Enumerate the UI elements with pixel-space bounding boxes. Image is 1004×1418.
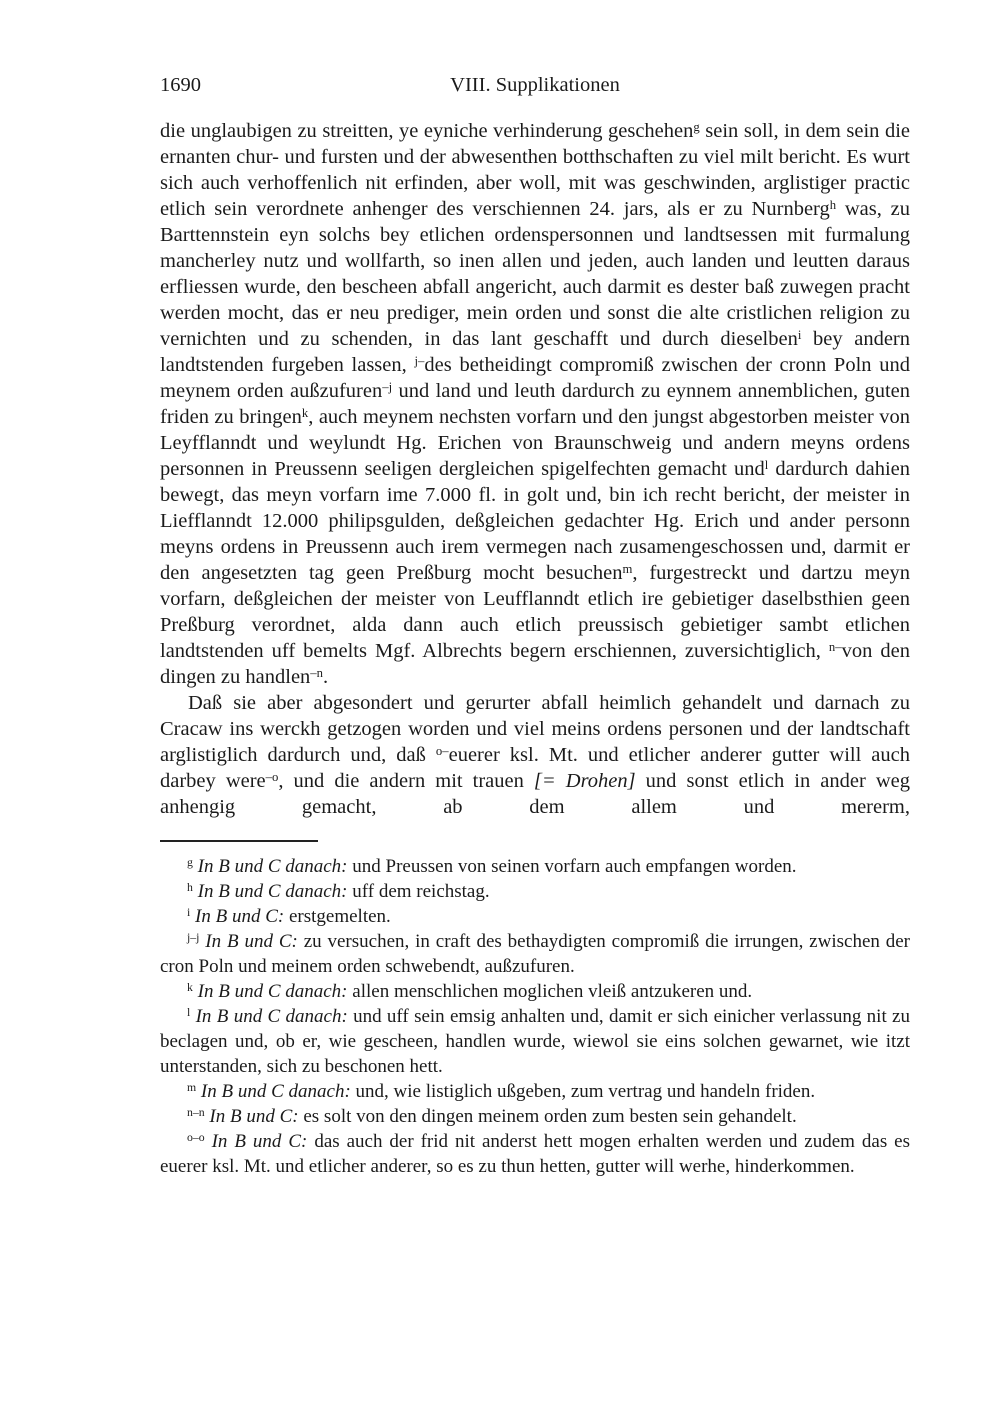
footnote-source-label: In B und C: (199, 931, 304, 952)
note-marker: n– (828, 639, 842, 654)
footnote-marker: o–o (187, 1131, 205, 1145)
body-text (160, 118, 910, 820)
footnote-marker: n–n (187, 1106, 205, 1120)
footnotes-list (160, 854, 910, 1179)
footnote-marker: h (187, 881, 193, 895)
text-segment: , und die andern mit trauen (278, 770, 534, 792)
text-segment: von den dingen zu handlen (160, 640, 910, 688)
note-marker: m (622, 561, 633, 576)
text-segment: euerer ksl. Mt. und etlicher anderer gutter will auch darbey were (160, 744, 910, 792)
footnote-marker: j–j (187, 931, 200, 945)
footnote-source-label: In B und C danach: (192, 981, 353, 1002)
note-marker: g (693, 119, 700, 134)
note-marker: –o (265, 769, 279, 784)
page-number: 1690 (160, 74, 201, 96)
text-segment: , auch meynem nechsten vorfarn und den jungst abgestorben meister von Leyfflanndt und weylundt Hg. Erichen von Braunschweig und andern meyns ordens personnen in Preussenn seeligen dergleichen spigelfechten gemacht und (160, 406, 910, 480)
footnote-item (160, 904, 910, 929)
text-segment: sein soll, in dem sein die ernanten chur- und fursten und der abwesenthen botthschaften zu viel milt bericht. Es wurt sich auch verhoffenlich nit erfinden, aber woll, mit was geschwinden, arglistiger practic etlich sein verordnete anhenger des verschiennen 24. jars, als er zu Nurnberg (160, 120, 910, 220)
body-paragraph (160, 118, 910, 690)
editorial-note: [= Drohen] (533, 770, 636, 792)
text-segment: , furgestreckt und dartzu meyn vorfarn, deßgleichen der meister von Leufflanndt etlich ire gebietiger daselbsthien geen Preßburg verordnet, alda dann auch etlich preussisch gebietiger sambt etlichen landtstenden uff bemelts Mgf. Albrechts begern erschiennen, zuversichtiglich, (160, 562, 910, 662)
footnote-separator (160, 840, 318, 842)
footnote-text: das auch der frid nit anderst hett mogen erhalten werden und zudem das es euerer ksl. Mt. und etlicher anderer, so es zu thun hetten, gutter will werhe, hinderkommen. (160, 1131, 910, 1177)
footnote-item (160, 1004, 910, 1079)
footnote-item (160, 929, 910, 979)
note-marker: –j (382, 379, 393, 394)
footnote-source-label: In B und C danach: (192, 856, 353, 877)
text-segment: bey andern landtstenden furgeben lassen, (160, 328, 910, 376)
footnote-source-label: In B und C danach: (190, 1006, 354, 1027)
note-marker: i (797, 327, 802, 342)
note-marker: l (764, 457, 769, 472)
note-marker: h (829, 197, 837, 212)
running-head: VIII. Supplikationen (450, 74, 620, 96)
note-marker: k (301, 405, 309, 420)
footnote-item (160, 1079, 910, 1104)
text-segment: was, zu Barttennstein eyn solchs bey etlichen ordenspersonnen und landtsessen mit furmalung mancherley nutz und wollfarth, so inen allen und jeden, auch landen und leutten daraus erfliessen wurde, den bescheen abfall angericht, auch darmit es dester baß zuwegen pracht werden mocht, das er neu prediger, mein orden und sonst die alte cristlichen religion zu vernichten und zu schenden, in das lant geschafft und durch dieselben (160, 198, 910, 350)
text-segment: des betheidingt compromiß zwischen der cronn Poln und meynem orden außzufuren (160, 354, 910, 402)
footnote-item (160, 1104, 910, 1129)
note-marker: j– (414, 353, 425, 368)
footnote-text: und uff sein emsig anhalten und, damit er sich einicher verlassung nit zu beclagen und, ob er, wie gescheen, handlen wurde, wiewol sie eins solchen gewarnet, wie itzt unterstanden, sich zu beschonen hett. (160, 1006, 910, 1077)
text-segment: Daß sie aber abgesondert und gerurter abfall heimlich gehandelt und darnach zu Cracaw ins werckh getzogen worden und viel meins ordens personen und der landtschaft arglistiglich dardurch und, daß (160, 692, 910, 766)
footnote-text: und Preussen von seinen vorfarn auch empfangen worden. (352, 856, 797, 877)
text-segment: die unglaubigen zu streitten, ye eyniche verhinderung geschehen (160, 120, 694, 142)
footnote-text: uff dem reichstag. (352, 881, 490, 902)
text-segment: und sonst etlich in ander weg anhengig gemacht, ab dem allem und mererm, (160, 770, 910, 818)
page-header (160, 72, 910, 99)
footnote-source-label: In B und C: (204, 1106, 304, 1127)
footnote-item (160, 1129, 910, 1179)
footnote-text: allen menschlichen moglichen vleiß antzukeren und. (352, 981, 753, 1002)
footnote-source-label: In B und C danach: (196, 1081, 356, 1102)
footnote-marker: k (187, 981, 193, 995)
footnote-item (160, 979, 910, 1004)
footnote-item (160, 879, 910, 904)
text-segment: und land und leuth dardurch zu eynnem annemblichen, guten friden zu bringen (160, 380, 911, 428)
note-marker: o– (435, 743, 449, 758)
footnote-marker: i (187, 906, 191, 920)
note-marker: –n (310, 665, 323, 680)
footnote-text: und, wie listiglich ußgeben, zum vertrag und handeln friden. (355, 1081, 816, 1102)
footnote-text: es solt von den dingen meinem orden zum besten sein gehandelt. (303, 1106, 797, 1127)
footnote-marker: m (187, 1081, 197, 1095)
footnote-item (160, 854, 910, 879)
footnote-text: zu versuchen, in craft des bethaydigten compromiß die irrungen, zwischen der cron Poln und meinem orden schwebendt, außzufuren. (160, 931, 911, 977)
footnote-source-label: In B und C danach: (192, 881, 353, 902)
footnote-source-label: In B und C: (204, 1131, 315, 1152)
footnote-marker: g (187, 856, 193, 870)
text-segment: dardurch dahien bewegt, das meyn vorfarn ime 7.000 fl. in golt und, bin ich recht bericht, der meister in Liefflanndt 12.000 philipsgulden, deßgleichen gedachter Hg. Erich und ander personn meyns ordens in Preussenn auch irem vermegen nach zusamengeschossen und, darmit er den angesetzten tag geen Preßburg mocht besuchen (160, 458, 910, 584)
footnote-source-label: In B und C: (190, 906, 289, 927)
text-segment: . (323, 666, 329, 688)
body-paragraph (160, 690, 910, 820)
footnote-marker: l (187, 1006, 191, 1020)
footnote-text: erstgemelten. (288, 906, 391, 927)
